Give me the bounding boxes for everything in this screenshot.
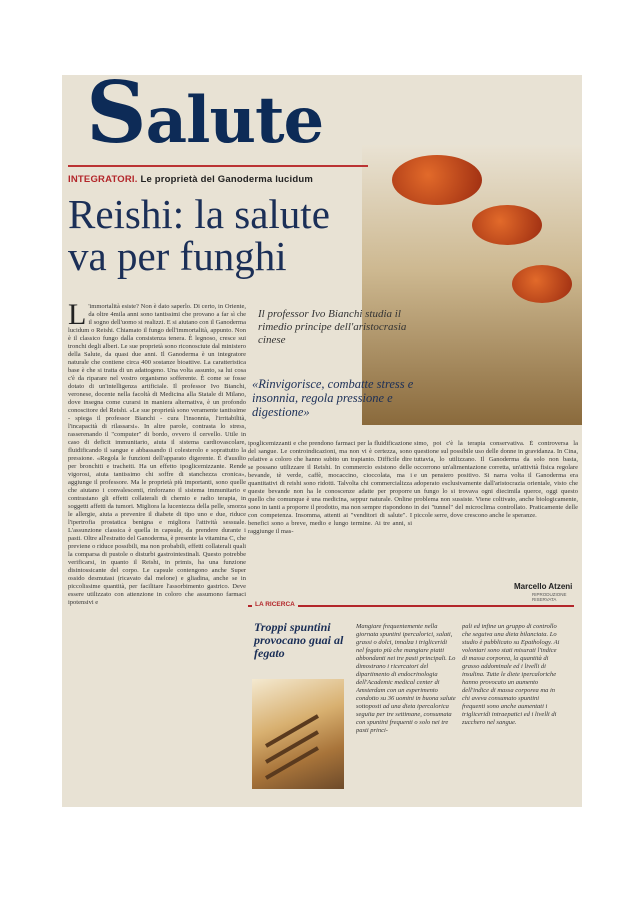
byline: Marcello Atzeni bbox=[514, 582, 573, 591]
grill-mark bbox=[265, 746, 319, 779]
mushroom-cap bbox=[512, 265, 572, 303]
sidebar-column-1: Mangiare frequentemente nella giornata spuntini ipercalorici, salati, grassi o dolci, innalza i trigliceridi nel fegato più che mangiare piatti abbondanti nei tre pasti principali. Lo dimostrano i ricercatori del dipartimento di endocrinologia dell'Academic medical center di Amsterdam con un esperimento condotto su 36 uomini in buona salute sottoposti ad una dieta ipercalorica seguita per tre settimane, consumata con spuntini frequenti o solo nei tre pasti princi- bbox=[356, 623, 456, 734]
article-column-2: ipoglicemizzanti e che prendono farmaci per la fluidificazione del sangue. Le controindicazioni, ma non vi è certezza, sono relative a coloro che hanno subito un trapianto. Difficile dire se possano utilizzare il Reishi. In commercio esistono delle bevande, tè verde, caffè, mocaccino, cioccolata, ma i quantitativi di reishi sono ridotti. Talvolta chi commercializza queste bevande non ha le conoscenze adatte per proporre quello che comunque è una medicina, seppur naturale. Online sono in tanti a proporre il prodotto, ma non sempre rispondono con competenza. Insomma, attenti ai "venditori di salute". I benefici sono a breve, medio e lungo termine. Ai tre anni, si raggiunge il mas- bbox=[248, 440, 412, 535]
kicker-topic: Le proprietà del Ganoderma lucidum bbox=[140, 174, 314, 185]
mushroom-cap bbox=[472, 205, 542, 245]
deck: Il professor Ivo Bianchi studia il rimedio principe dell'aristocrasia cinese bbox=[258, 308, 407, 346]
grill-mark bbox=[265, 714, 319, 747]
masthead-rule bbox=[68, 165, 368, 167]
copyright-note: RIPRODUZIONE RISERVATA bbox=[532, 592, 567, 602]
kicker bbox=[68, 174, 313, 185]
headline: Reishi: la salute va per funghi bbox=[68, 191, 330, 279]
newspaper-clipping bbox=[62, 75, 582, 807]
grill-mark bbox=[265, 730, 319, 763]
article-column-3: simo, poi c'è la terapia conservativa. È controversa la questione sul possibile uso delle donne in gravidanza. In Cina, tuttavia, lo utilizzano. Il Ganoderma da solo non basta, occorrono un'alimentazione corretta, un'attività fisica regolare e un pensiero positivo. Si narra volta il Ganoderma era adoperato esclusivamente dall'aristocrazia orientale, visto che un fungo lo si trovava ogni diecimila querce, oggi questo problema non sussiste. Viene coltivato, anche biologicamente, in dei "tunnel" del microclima controllato. Praticamente delle piccole serre, dove crescono anche le speranze. bbox=[414, 440, 578, 519]
kicker-section: INTEGRATORI. bbox=[68, 174, 138, 185]
article-column-1 bbox=[68, 303, 246, 803]
sidebar-tag: LA RICERCA bbox=[252, 601, 298, 608]
article-text: 'immortalità esiste? Non è dato saperlo. Di certo, in Oriente, da oltre 4mila anni sono tantissimi che provano a far sì che il sogno dell'uomo si realizzi. E si aiutano con il Ganoderma lucidum o Reishi. Chiamato il fungo dell'immortalità, appunto. Non è il classico fungo dalla consistenza tenera. È legnoso, cresce sui tronchi degli alberi. Le sue proprietà sono riconosciute dal ministero della Salute, da quasi due anni. Il Ganoderma è un integratore naturale che contiene circa 400 sostanze bioattive. La caratteristica base è che si tratta di un adattogeno. Una volta assunto, sa lui cosa c'è da riparare nel vostro organismo sofferente. È come se fosse dotato di un'intelligenza artificiale. Il professor Ivo Bianchi, veronese, docente nella facoltà di Medicina alla Statale di Milano, dove insegna come curarsi in maniera alternativa, è un profondo conoscitore del Reishi. «Le sue proprietà sono veramente tantissime - spiega il professor Bianchi - cura l'insonnia, l'irritabilità, l'incapacità di rilassarsi». In altre parole, contrasta lo stress, rasserenando il "computer" di bordo, ovvero il cervello. Utile in caso di deficit immunitario, aiuta il sistema cardiovascolare, fluidificando il sangue e abbassando il colesterolo e soprattutto la pressione. «Regola le funzioni dell'apparato digerente. È d'ausilio per bronchiti e tracheiti. Ha un effetto ipoglicemizzante. Rende vigorosi, aiuta tantissimo chi soffre di stanchezza cronica», aggiunge il professore. Ma le proprietà più importanti, sono quelle che aiutano i convalescenti, rinforzano il sistema immunitario e contrastano gli effetti collaterali di chemio e radio terapia, in soggetti affetti da tumori. Migliora la lucentezza della pelle, smorza le allergie, aiuta a prevenire il diabete di tipo uno e due, riduce l'ipertrofia prostatica benigna e migliora l'attività sessuale. L'assunzione classica è quella in capsule, da prendere durante i pasti. Oltre all'estratto del Ganoderma, è presente la vitamina C, che previene o riduce possibili, ma non probabili, effetti collaterali quali la comparsa di pustole o disturbi gastrointestinali. Questo potrebbe verificarsi, in quanto il Reishi, in primis, ha una funzione disintossicante del corpo. Le capsule contengono anche Super ossido desmutasi (ricavato dal melone) e gliadina, anche se in piccolissime quantità, per facilitare l'assorbimento gastrico. Deve essere utilizzato con attenzione in coloro che assumono farmaci ipotensivi e bbox=[68, 303, 246, 606]
sidebar-column-2: pali ed infine un gruppo di controllo che seguiva una dieta bilanciata. Lo studio è pubblicato su Epathology. Ai volontari sono stati misurati l'indice di massa corporea, la quantità di grasso addominale ed i livelli di insulina. Tutte le diete ipercaloriche hanno provocato un aumento dell'indice di massa corporea ma in chi aveva consumato spuntini frequenti sono anche aumentati i trigliceridi intraepatici ed i livelli di zucchero nel sangue. bbox=[462, 623, 560, 726]
mushroom-cap bbox=[392, 155, 482, 205]
section-masthead: Salute bbox=[86, 75, 324, 162]
drop-cap: L bbox=[68, 303, 87, 331]
sandwich-photo bbox=[252, 679, 344, 789]
pull-quote: «Rinvigorisce, combatte stress e insonnia, regola pressione e digestione» bbox=[252, 377, 414, 419]
sidebar-title: Troppi spuntini provocano guai al fegato bbox=[254, 620, 344, 660]
